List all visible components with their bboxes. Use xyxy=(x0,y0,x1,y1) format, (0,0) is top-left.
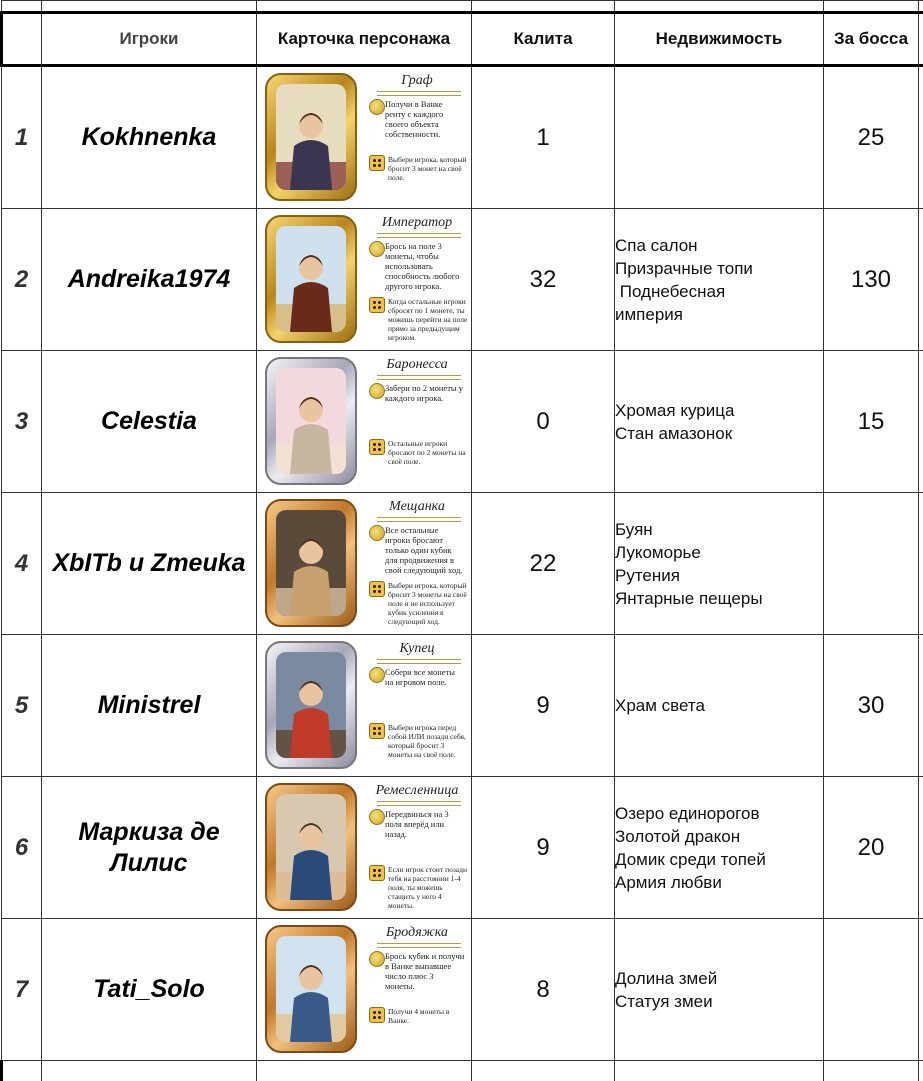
card-dice-text: Выбери игрока перед собой ИЛИ позади себя, который бросит 3 монеты на своё поле. xyxy=(388,723,468,759)
portrait-frame xyxy=(265,641,357,769)
coin-icon xyxy=(369,383,385,399)
character-portrait xyxy=(276,84,346,190)
title-flourish xyxy=(377,375,461,380)
character-card xyxy=(257,66,472,209)
portrait-illustration xyxy=(276,652,346,758)
estate-list xyxy=(615,66,824,209)
header-boss: За босса xyxy=(824,13,919,66)
portrait-frame xyxy=(265,783,357,911)
dice-icon xyxy=(369,155,385,171)
character-card xyxy=(257,493,472,635)
coin-icon xyxy=(369,241,385,257)
dice-icon xyxy=(369,865,385,881)
estate-list xyxy=(615,777,824,919)
portrait-illustration xyxy=(276,368,346,474)
row-number: 3 xyxy=(2,351,42,493)
player-name: Kokhnenka xyxy=(42,66,257,209)
boss-reward: 130 xyxy=(824,209,919,351)
card-name: Ремесленница xyxy=(367,783,467,799)
portrait-frame xyxy=(265,215,357,343)
card-dice-text: Если игрок стоит позади тебя на расстоянии 1-4 поля, ты можешь стащить у него 4 монеты. xyxy=(388,865,468,910)
card-body xyxy=(259,779,469,917)
card-dice-text: Получи 4 монеты в Ванке. xyxy=(388,1007,468,1025)
boss-reward: 25 xyxy=(824,66,919,209)
portrait-illustration xyxy=(276,936,346,1042)
player-name: Маркиза де Лилис xyxy=(42,777,257,919)
row-number: 7 xyxy=(2,919,42,1061)
card-ability-text: Брось на поле 3 монеты, чтобы использовать способность любого другого игрока. xyxy=(385,241,465,291)
player-name: Celestia xyxy=(42,351,257,493)
character-portrait xyxy=(276,510,346,616)
character-card xyxy=(257,209,472,351)
title-flourish xyxy=(377,91,461,96)
portrait-illustration xyxy=(276,226,346,332)
card-ability-text: Получи в Ванке ренту с каждого своего объекта собственности. xyxy=(385,99,465,139)
player-name: Andreika1974 xyxy=(42,209,257,351)
purse-value: 32 xyxy=(472,209,615,351)
card-name: Граф xyxy=(367,73,467,89)
row-number: 4 xyxy=(2,493,42,635)
estate-item: Лукоморье xyxy=(615,541,823,564)
portrait-illustration xyxy=(276,510,346,616)
boss-reward: 20 xyxy=(824,777,919,919)
coin-icon xyxy=(369,667,385,683)
portrait-frame xyxy=(265,499,357,627)
estate-list xyxy=(615,919,824,1061)
coin-icon xyxy=(369,809,385,825)
card-dice-text: Выбери игрока, который бросит 3 монет на своё поле. xyxy=(388,155,468,182)
estate-item: Хромая курица xyxy=(615,399,823,422)
row-number: 6 xyxy=(2,777,42,919)
card-ability-text: Брось кубик и получи в Ванке выпавшее число плюс 3 монеты. xyxy=(385,951,465,991)
row-number: 5 xyxy=(2,635,42,777)
row-number: 1 xyxy=(2,66,42,209)
card-name: Купец xyxy=(367,641,467,657)
title-flourish xyxy=(377,517,461,522)
boss-reward xyxy=(824,493,919,635)
character-portrait xyxy=(276,794,346,900)
extra-cell xyxy=(919,919,923,1061)
character-portrait xyxy=(276,652,346,758)
purse-value: 9 xyxy=(472,635,615,777)
estate-item: Янтарные пещеры xyxy=(615,587,823,610)
card-ability-text: Забери по 2 монеты у каждого игрока. xyxy=(385,383,465,403)
header-number xyxy=(2,13,42,66)
estate-item: Армия любви xyxy=(615,871,823,894)
extra-cell xyxy=(919,66,923,209)
dice-icon xyxy=(369,723,385,739)
purse-value: 9 xyxy=(472,777,615,919)
title-flourish xyxy=(377,659,461,664)
card-name: Баронесса xyxy=(367,357,467,373)
estate-item: Спа салон xyxy=(615,234,823,257)
portrait-frame xyxy=(265,73,357,201)
header-card: Карточка персонажа xyxy=(257,13,472,66)
estate-item: Стан амазонок xyxy=(615,422,823,445)
player-name: XbITb и Zmeuka xyxy=(42,493,257,635)
coin-icon xyxy=(369,525,385,541)
estate-list xyxy=(615,635,824,777)
estate-item: Поднебесная xyxy=(615,280,823,303)
estate-item: Храм света xyxy=(615,694,823,717)
card-dice-text: Выбери игрока, который бросит 3 монеты на своё поле и не использует кубик усиления в следующий ход. xyxy=(388,581,468,626)
purse-value: 0 xyxy=(472,351,615,493)
coin-icon xyxy=(369,99,385,115)
extra-cell xyxy=(919,635,923,777)
title-flourish xyxy=(377,943,461,948)
header-purse: Калита xyxy=(472,13,615,66)
card-name: Император xyxy=(367,215,467,231)
estate-item: Долина змей xyxy=(615,967,823,990)
coin-icon xyxy=(369,951,385,967)
table-row xyxy=(2,493,923,635)
dice-icon xyxy=(369,1007,385,1023)
estate-item: империя xyxy=(615,303,823,326)
card-name: Мещанка xyxy=(367,499,467,515)
top-strip xyxy=(2,1,923,13)
table-row xyxy=(2,919,923,1061)
dice-icon xyxy=(369,297,385,313)
card-ability-text: Все остальные игроки бросают только один кубик для продвижения в свой следующий ход. xyxy=(385,525,465,575)
character-portrait xyxy=(276,368,346,474)
card-body xyxy=(259,637,469,775)
boss-reward: 30 xyxy=(824,635,919,777)
character-card xyxy=(257,919,472,1061)
header-estate: Недвижимость xyxy=(615,13,824,66)
table-row xyxy=(2,635,923,777)
table-row xyxy=(2,66,923,209)
card-dice-text: Остальные игроки бросают по 2 монеты на своё поле. xyxy=(388,439,468,466)
boss-reward: 15 xyxy=(824,351,919,493)
card-body xyxy=(259,353,469,491)
character-card xyxy=(257,635,472,777)
estate-item: Призрачные топи xyxy=(615,257,823,280)
player-name: Tati_Solo xyxy=(42,919,257,1061)
extra-cell xyxy=(919,493,923,635)
title-flourish xyxy=(377,801,461,806)
row-number: 2 xyxy=(2,209,42,351)
purse-value: 22 xyxy=(472,493,615,635)
purse-value: 1 xyxy=(472,66,615,209)
character-portrait xyxy=(276,226,346,332)
card-body xyxy=(259,69,469,207)
portrait-illustration xyxy=(276,794,346,900)
estate-item: Рутения xyxy=(615,564,823,587)
table-row xyxy=(2,351,923,493)
card-name: Бродяжка xyxy=(367,925,467,941)
extra-cell xyxy=(919,351,923,493)
table-row xyxy=(2,777,923,919)
character-card xyxy=(257,351,472,493)
estate-list xyxy=(615,351,824,493)
estate-list xyxy=(615,209,824,351)
estate-item: Озеро единорогов xyxy=(615,802,823,825)
card-body xyxy=(259,211,469,349)
card-ability-text: Собери все монеты на игровом поле. xyxy=(385,667,465,687)
estate-item: Золотой дракон xyxy=(615,825,823,848)
card-ability-text: Передвинься на 3 поля вперёд или назад. xyxy=(385,809,465,839)
extra-cell xyxy=(919,209,923,351)
portrait-frame xyxy=(265,357,357,485)
dice-icon xyxy=(369,581,385,597)
card-dice-text: Когда остальные игроки сбросят по 1 монете, ты можешь перейти на поле прямо за предыдущим игроком. xyxy=(388,297,468,342)
player-name: Ministrel xyxy=(42,635,257,777)
header-players: Игроки xyxy=(42,13,257,66)
header-row xyxy=(2,13,923,66)
character-card xyxy=(257,777,472,919)
header-extra xyxy=(919,13,923,66)
dice-icon xyxy=(369,439,385,455)
estate-item: Буян xyxy=(615,518,823,541)
estate-item: Статуя змеи xyxy=(615,990,823,1013)
estate-item: Домик среди топей xyxy=(615,848,823,871)
table-row xyxy=(2,209,923,351)
portrait-illustration xyxy=(276,84,346,190)
purse-value: 8 xyxy=(472,919,615,1061)
estate-list xyxy=(615,493,824,635)
card-body xyxy=(259,495,469,633)
character-portrait xyxy=(276,936,346,1042)
portrait-frame xyxy=(265,925,357,1053)
card-body xyxy=(259,921,469,1059)
boss-reward xyxy=(824,919,919,1061)
title-flourish xyxy=(377,233,461,238)
extra-cell xyxy=(919,777,923,919)
